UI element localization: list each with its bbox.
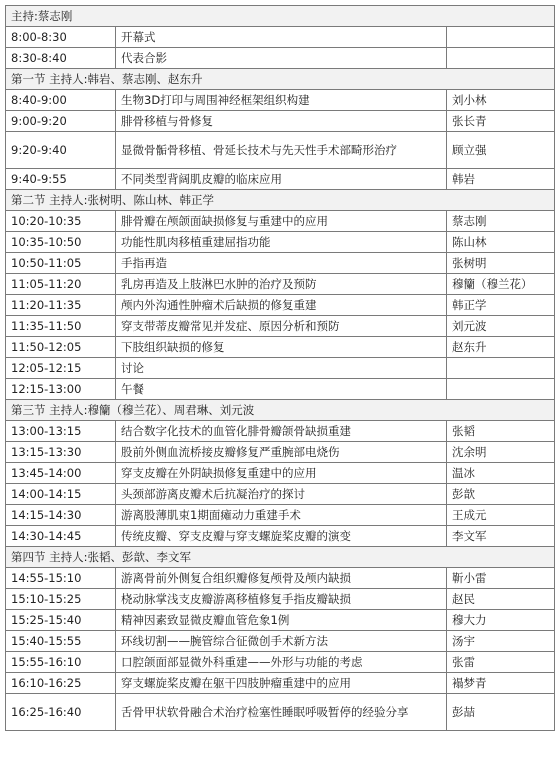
session-time: 11:05-11:20 xyxy=(6,274,116,295)
session-speaker xyxy=(447,358,555,379)
session-time: 10:50-11:05 xyxy=(6,253,116,274)
schedule-row xyxy=(6,27,555,48)
schedule-row xyxy=(6,589,555,610)
schedule-row xyxy=(6,316,555,337)
session-title: 桡动脉掌浅支皮瓣游离移植修复手指皮瓣缺损 xyxy=(116,589,447,610)
schedule-row xyxy=(6,505,555,526)
session-speaker: 温冰 xyxy=(447,463,555,484)
session-title: 腓骨移植与骨修复 xyxy=(116,111,447,132)
section-header-text: 第一节 主持人:韩岩、蔡志刚、赵东升 xyxy=(6,69,555,90)
session-speaker: 陈山林 xyxy=(447,232,555,253)
session-time: 12:15-13:00 xyxy=(6,379,116,400)
section-header-row xyxy=(6,400,555,421)
session-title: 环线切割——腕管综合征微创手术新方法 xyxy=(116,631,447,652)
session-time: 12:05-12:15 xyxy=(6,358,116,379)
section-header-text: 主持:蔡志刚 xyxy=(6,6,555,27)
session-title: 手指再造 xyxy=(116,253,447,274)
session-speaker: 赵民 xyxy=(447,589,555,610)
schedule-row xyxy=(6,694,555,731)
session-time: 16:25-16:40 xyxy=(6,694,116,731)
session-title: 腓骨瓣在颅颌面缺损修复与重建中的应用 xyxy=(116,211,447,232)
schedule-row xyxy=(6,90,555,111)
schedule-table xyxy=(5,5,555,731)
session-time: 9:40-9:55 xyxy=(6,169,116,190)
session-title: 下肢组织缺损的修复 xyxy=(116,337,447,358)
session-speaker: 蔡志刚 xyxy=(447,211,555,232)
section-header-row xyxy=(6,190,555,211)
schedule-row xyxy=(6,610,555,631)
schedule-row xyxy=(6,379,555,400)
session-title: 股前外侧血流桥接皮瓣修复严重腕部电烧伤 xyxy=(116,442,447,463)
session-title: 代表合影 xyxy=(116,48,447,69)
session-time: 8:30-8:40 xyxy=(6,48,116,69)
session-time: 9:20-9:40 xyxy=(6,132,116,169)
schedule-row xyxy=(6,111,555,132)
schedule-row xyxy=(6,568,555,589)
session-speaker: 顾立强 xyxy=(447,132,555,169)
session-time: 11:35-11:50 xyxy=(6,316,116,337)
session-title: 口腔颌面部显微外科重建——外形与功能的考虑 xyxy=(116,652,447,673)
session-time: 13:00-13:15 xyxy=(6,421,116,442)
session-speaker: 彭歆 xyxy=(447,484,555,505)
schedule-row xyxy=(6,358,555,379)
session-title: 精神因素致显微皮瓣血管危象1例 xyxy=(116,610,447,631)
schedule-row xyxy=(6,337,555,358)
session-speaker: 穆大力 xyxy=(447,610,555,631)
session-time: 10:35-10:50 xyxy=(6,232,116,253)
session-speaker xyxy=(447,27,555,48)
session-speaker: 靳小雷 xyxy=(447,568,555,589)
session-time: 11:50-12:05 xyxy=(6,337,116,358)
schedule-row xyxy=(6,48,555,69)
schedule-row xyxy=(6,232,555,253)
session-title: 游离骨前外侧复合组织瓣修复颅骨及颅内缺损 xyxy=(116,568,447,589)
schedule-row xyxy=(6,463,555,484)
session-title: 穿支皮瓣在外阴缺损修复重建中的应用 xyxy=(116,463,447,484)
session-speaker: 汤宇 xyxy=(447,631,555,652)
schedule-row xyxy=(6,631,555,652)
session-title: 生物3D打印与周围神经框架组织构建 xyxy=(116,90,447,111)
session-speaker: 王成元 xyxy=(447,505,555,526)
session-speaker: 沈余明 xyxy=(447,442,555,463)
section-header-row xyxy=(6,547,555,568)
session-time: 15:55-16:10 xyxy=(6,652,116,673)
session-title: 传统皮瓣、穿支皮瓣与穿支螺旋桨皮瓣的演变 xyxy=(116,526,447,547)
schedule-row xyxy=(6,295,555,316)
session-title: 午餐 xyxy=(116,379,447,400)
session-title: 游离股薄肌束1期面瘫动力重建手术 xyxy=(116,505,447,526)
session-title: 不同类型背阔肌皮瓣的临床应用 xyxy=(116,169,447,190)
session-title: 功能性肌肉移植重建屈指功能 xyxy=(116,232,447,253)
schedule-row xyxy=(6,169,555,190)
session-speaker xyxy=(447,48,555,69)
session-speaker: 刘小林 xyxy=(447,90,555,111)
schedule-row xyxy=(6,274,555,295)
session-time: 14:55-15:10 xyxy=(6,568,116,589)
schedule-row xyxy=(6,526,555,547)
session-time: 13:45-14:00 xyxy=(6,463,116,484)
section-header-row xyxy=(6,6,555,27)
schedule-body xyxy=(6,6,555,731)
session-speaker: 刘元波 xyxy=(447,316,555,337)
session-time: 16:10-16:25 xyxy=(6,673,116,694)
session-title: 穿支带蒂皮瓣常见并发症、原因分析和预防 xyxy=(116,316,447,337)
schedule-row xyxy=(6,132,555,169)
session-title: 舌骨甲状软骨融合术治疗检塞性睡眠呼吸暂停的经验分享 xyxy=(116,694,447,731)
session-time: 15:40-15:55 xyxy=(6,631,116,652)
session-speaker: 张长青 xyxy=(447,111,555,132)
session-time: 13:15-13:30 xyxy=(6,442,116,463)
session-title: 开幕式 xyxy=(116,27,447,48)
session-speaker: 韩正学 xyxy=(447,295,555,316)
session-speaker: 穆籣（穆兰花） xyxy=(447,274,555,295)
session-time: 10:20-10:35 xyxy=(6,211,116,232)
session-title: 结合数字化技术的血管化腓骨瓣颌骨缺损重建 xyxy=(116,421,447,442)
schedule-row xyxy=(6,253,555,274)
session-speaker: 韩岩 xyxy=(447,169,555,190)
session-title: 讨论 xyxy=(116,358,447,379)
section-header-text: 第三节 主持人:穆籣（穆兰花）、周君琳、刘元波 xyxy=(6,400,555,421)
session-speaker: 张雷 xyxy=(447,652,555,673)
section-header-row xyxy=(6,69,555,90)
session-time: 8:00-8:30 xyxy=(6,27,116,48)
schedule-row xyxy=(6,442,555,463)
section-header-text: 第二节 主持人:张树明、陈山林、韩正学 xyxy=(6,190,555,211)
schedule-row xyxy=(6,421,555,442)
session-time: 8:40-9:00 xyxy=(6,90,116,111)
schedule-row xyxy=(6,484,555,505)
session-speaker: 张韬 xyxy=(447,421,555,442)
session-time: 14:30-14:45 xyxy=(6,526,116,547)
session-time: 15:25-15:40 xyxy=(6,610,116,631)
schedule-row xyxy=(6,652,555,673)
session-speaker: 褟梦青 xyxy=(447,673,555,694)
session-speaker xyxy=(447,379,555,400)
session-speaker: 李文军 xyxy=(447,526,555,547)
session-speaker: 张树明 xyxy=(447,253,555,274)
session-title: 头颈部游离皮瓣术后抗凝治疗的探讨 xyxy=(116,484,447,505)
session-time: 14:00-14:15 xyxy=(6,484,116,505)
session-speaker: 赵东升 xyxy=(447,337,555,358)
session-time: 15:10-15:25 xyxy=(6,589,116,610)
section-header-text: 第四节 主持人:张韬、彭歆、李文军 xyxy=(6,547,555,568)
session-time: 9:00-9:20 xyxy=(6,111,116,132)
session-speaker: 彭喆 xyxy=(447,694,555,731)
session-title: 乳房再造及上肢淋巴水肿的治疗及预防 xyxy=(116,274,447,295)
session-title: 颅内外沟通性肿瘤术后缺损的修复重建 xyxy=(116,295,447,316)
session-time: 11:20-11:35 xyxy=(6,295,116,316)
session-title: 穿支螺旋桨皮瓣在躯干四肢肿瘤重建中的应用 xyxy=(116,673,447,694)
session-title: 显微骨骺骨移植、骨延长技术与先天性手术部畸形治疗 xyxy=(116,132,447,169)
schedule-row xyxy=(6,211,555,232)
schedule-row xyxy=(6,673,555,694)
session-time: 14:15-14:30 xyxy=(6,505,116,526)
